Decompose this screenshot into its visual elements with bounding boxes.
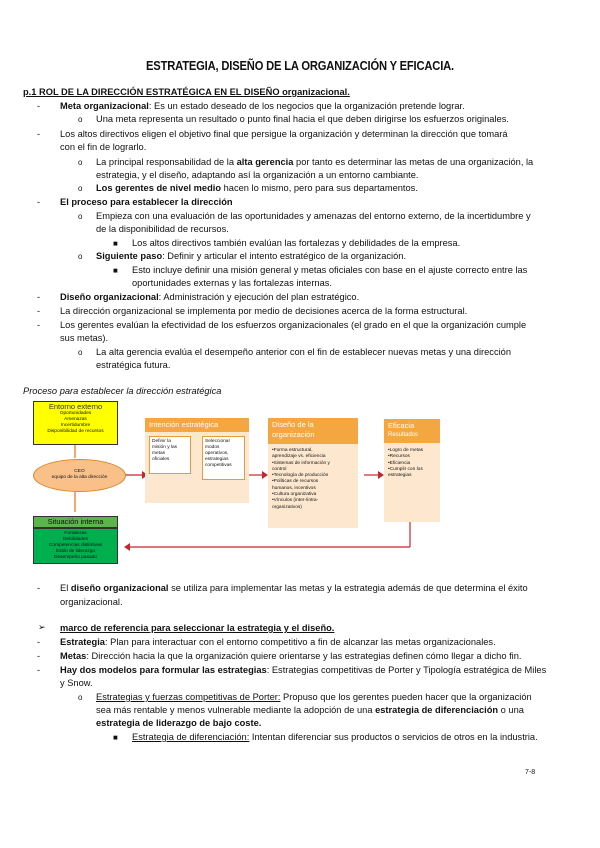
text-line: Estrategia: Plan para interactuar con el entorno competitivo a fin de alcanzar las metas organizacionales. xyxy=(60,637,496,647)
subheading: marco de referencia para seleccionar la estrategia y el diseño. xyxy=(60,623,335,633)
eff-item: estrategias xyxy=(388,473,412,479)
strategic-intent-title: Intención estratégica xyxy=(145,418,249,432)
design-item: aprendizaje vs. eficiencia xyxy=(272,454,326,460)
design-item: •Cultura organizativa xyxy=(272,492,317,498)
env-item: Amenazas xyxy=(64,417,87,422)
internal-situation-title: Situación interna xyxy=(33,516,118,528)
text-line: Siguiente paso: Definir y articular el intento estratégico de la organización. xyxy=(96,251,407,261)
ceo-label: equipo de la alta dirección xyxy=(51,475,108,480)
eff-item: •Eficiencia xyxy=(388,460,411,466)
text-line: La alta gerencia evalúa el desempeño anterior con el fin de establecer nuevas metas y una dirección xyxy=(96,347,512,357)
section-heading: p.1 ROL DE LA DIRECCIÓN ESTRATÉGICA EN EL DISEÑO organizacional. xyxy=(23,87,350,97)
circle-bullet: o xyxy=(78,252,83,261)
text-line: Estrategia de diferenciación: Intentan diferenciar sus productos o servicios de otros en la industria. xyxy=(132,732,538,742)
strategies-box xyxy=(202,436,245,480)
dash-bullet: - xyxy=(37,306,41,316)
dash-bullet: - xyxy=(37,320,41,330)
org-design-title xyxy=(268,418,358,444)
circle-bullet: o xyxy=(78,115,83,124)
page-title: ESTRATEGIA, DISEÑO DE LA ORGANIZACIÓN Y EFICACIA. xyxy=(146,58,454,73)
text-line: La principal responsabilidad de la alta gerencia por tanto es determinar las metas de una organización, la xyxy=(96,157,534,167)
dash-bullet: - xyxy=(37,583,41,593)
design-item: •Políticas de recursos xyxy=(272,479,319,485)
box-line: Definir la xyxy=(152,439,171,444)
design-item: •Sistemas de información y xyxy=(272,460,330,466)
design-item: control xyxy=(272,466,287,472)
org-design-items xyxy=(272,448,356,511)
box-line: Seleccionar xyxy=(205,439,231,444)
circle-bullet: o xyxy=(78,184,83,193)
effectiveness-title xyxy=(384,419,440,443)
mission-goals-box xyxy=(149,436,191,474)
box-line: competitivas xyxy=(205,463,232,468)
sit-item: Fortalezas xyxy=(64,531,87,536)
design-item: •Forma estructural, xyxy=(272,448,313,453)
dash-bullet: - xyxy=(37,665,41,675)
text-line: Esto incluye definir una misión general y metas oficiales con base en el ajuste correcto entre las xyxy=(132,265,528,275)
arrow-bullet-icon: ➢ xyxy=(38,622,46,632)
external-environment-title: Entorno externo xyxy=(48,402,103,411)
square-bullet: ■ xyxy=(113,733,118,742)
box-line: metas xyxy=(152,451,166,456)
square-bullet: ■ xyxy=(113,266,118,275)
text-line: Diseño organizacional: Administración y ejecución del plan estratégico. xyxy=(60,292,360,302)
dash-bullet: - xyxy=(37,651,41,661)
text-line: Meta organizacional: Es un estado deseado de los negocios que la organización pretende lograr. xyxy=(60,101,465,111)
circle-bullet: o xyxy=(78,348,83,357)
ceo-ellipse xyxy=(33,459,126,492)
text-line: El proceso para establecer la dirección xyxy=(60,197,233,207)
box-line: misión y las xyxy=(152,445,178,450)
diagram-caption: Proceso para establecer la dirección estratégica xyxy=(23,386,222,396)
design-item: •Tecnología de producción xyxy=(272,473,329,479)
text-line: El diseño organizacional se utiliza para implementar las metas y la estrategia además de que determina el éxito xyxy=(60,583,528,593)
eff-item: •Recursos xyxy=(388,454,410,460)
dash-bullet: - xyxy=(37,637,41,647)
text-line: Hay dos modelos para formular las estrategias: Estrategias competitivas de Porter y Tipología estratégica de Miles xyxy=(60,665,547,675)
dash-bullet: - xyxy=(37,101,41,111)
text-line: organizacional. xyxy=(60,597,123,607)
dash-bullet: - xyxy=(37,129,41,139)
text-line: Los gerentes evalúan la efectividad de los esfuerzos organizacionales (el grado en el que la organización cumple xyxy=(60,320,527,330)
text-line: Estrategias y fuerzas competitivas de Porter: Propuso que los gerentes pueden hacer que la organización xyxy=(96,692,532,702)
dash-bullet: - xyxy=(37,292,41,302)
circle-bullet: o xyxy=(78,693,83,702)
sit-item: Estilo de liderazgo xyxy=(55,549,96,554)
page-number: 7-8 xyxy=(525,769,536,776)
circle-bullet: o xyxy=(78,158,83,167)
text-line: con el fin de lograrlo. xyxy=(60,142,147,152)
sit-item: Competencias distintivas xyxy=(48,543,103,548)
external-environment-box xyxy=(33,401,118,445)
design-item: humanos, incentivos xyxy=(272,485,316,491)
box-line: operativos, xyxy=(205,451,229,456)
text-line: sea más rentable y menos vulnerable mediante la adopción de una estrategia de diferenciación o una xyxy=(96,705,524,715)
box-line: estrategias xyxy=(205,457,229,462)
text-line: de la disponibilidad de recursos. xyxy=(96,224,229,234)
title-line: Eficacia xyxy=(388,421,415,430)
env-item: Oportunidades xyxy=(59,411,92,416)
text-line: y Snow. xyxy=(60,678,93,688)
env-item: Incertidumbre xyxy=(60,423,91,428)
text-line: estrategia, y el diseño, adaptando así la organización a un entorno cambiante. xyxy=(96,170,419,180)
text-line: Los altos directivos eligen el objetivo final que persigue la organización y determinan la dirección que tomará xyxy=(60,129,508,139)
title-line: Diseño de la xyxy=(272,420,314,429)
dash-bullet: - xyxy=(37,197,41,207)
sit-item: Desempeño pasado xyxy=(54,555,97,560)
sit-item: Debilidades xyxy=(62,537,89,542)
text-line: oportunidades externas y las fortalezas internas. xyxy=(132,278,332,288)
text-line: estrategia de liderazgo de bajo coste. xyxy=(96,718,262,728)
eff-item: •Cumplir con los xyxy=(388,466,423,472)
circle-bullet: o xyxy=(78,212,83,221)
title-line: Resultados xyxy=(388,432,419,438)
text-line: Los gerentes de nivel medio hacen lo mismo, pero para sus departamentos. xyxy=(96,183,418,193)
effectiveness-items xyxy=(388,448,438,479)
text-line: La dirección organizacional se implementa por medio de decisiones acerca de la forma estructural. xyxy=(60,306,468,316)
eff-item: •Logro de metas xyxy=(388,448,424,453)
env-item: Disponibilidad de recursos xyxy=(47,429,104,434)
title-line: organización xyxy=(272,430,315,439)
text-line: Los altos directivos también evalúan las fortalezas y debilidades de la empresa. xyxy=(132,238,461,248)
design-item: organizativos) xyxy=(272,504,302,510)
box-line: modos xyxy=(205,445,220,450)
design-item: •Vínculos (inter-/intra- xyxy=(272,498,319,504)
square-bullet: ■ xyxy=(113,239,118,248)
text-line: sus metas). xyxy=(60,333,109,343)
text-line: Metas: Dirección hacia la que la organización quiere orientarse y las estrategias definen cómo llegar a dicho fin. xyxy=(60,651,522,661)
text-line: Una meta representa un resultado o punto final hacia el que deben dirigirse los esfuerzos originales. xyxy=(96,114,509,124)
text-line: Empieza con una evaluación de las oportunidades y amenazas del entorno externo, de la incertidumbre y xyxy=(96,211,531,221)
ceo-label: CEO xyxy=(74,469,85,474)
box-line: oficiales xyxy=(152,457,170,462)
internal-situation-box xyxy=(33,528,118,564)
text-line: estratégica futura. xyxy=(96,360,171,370)
